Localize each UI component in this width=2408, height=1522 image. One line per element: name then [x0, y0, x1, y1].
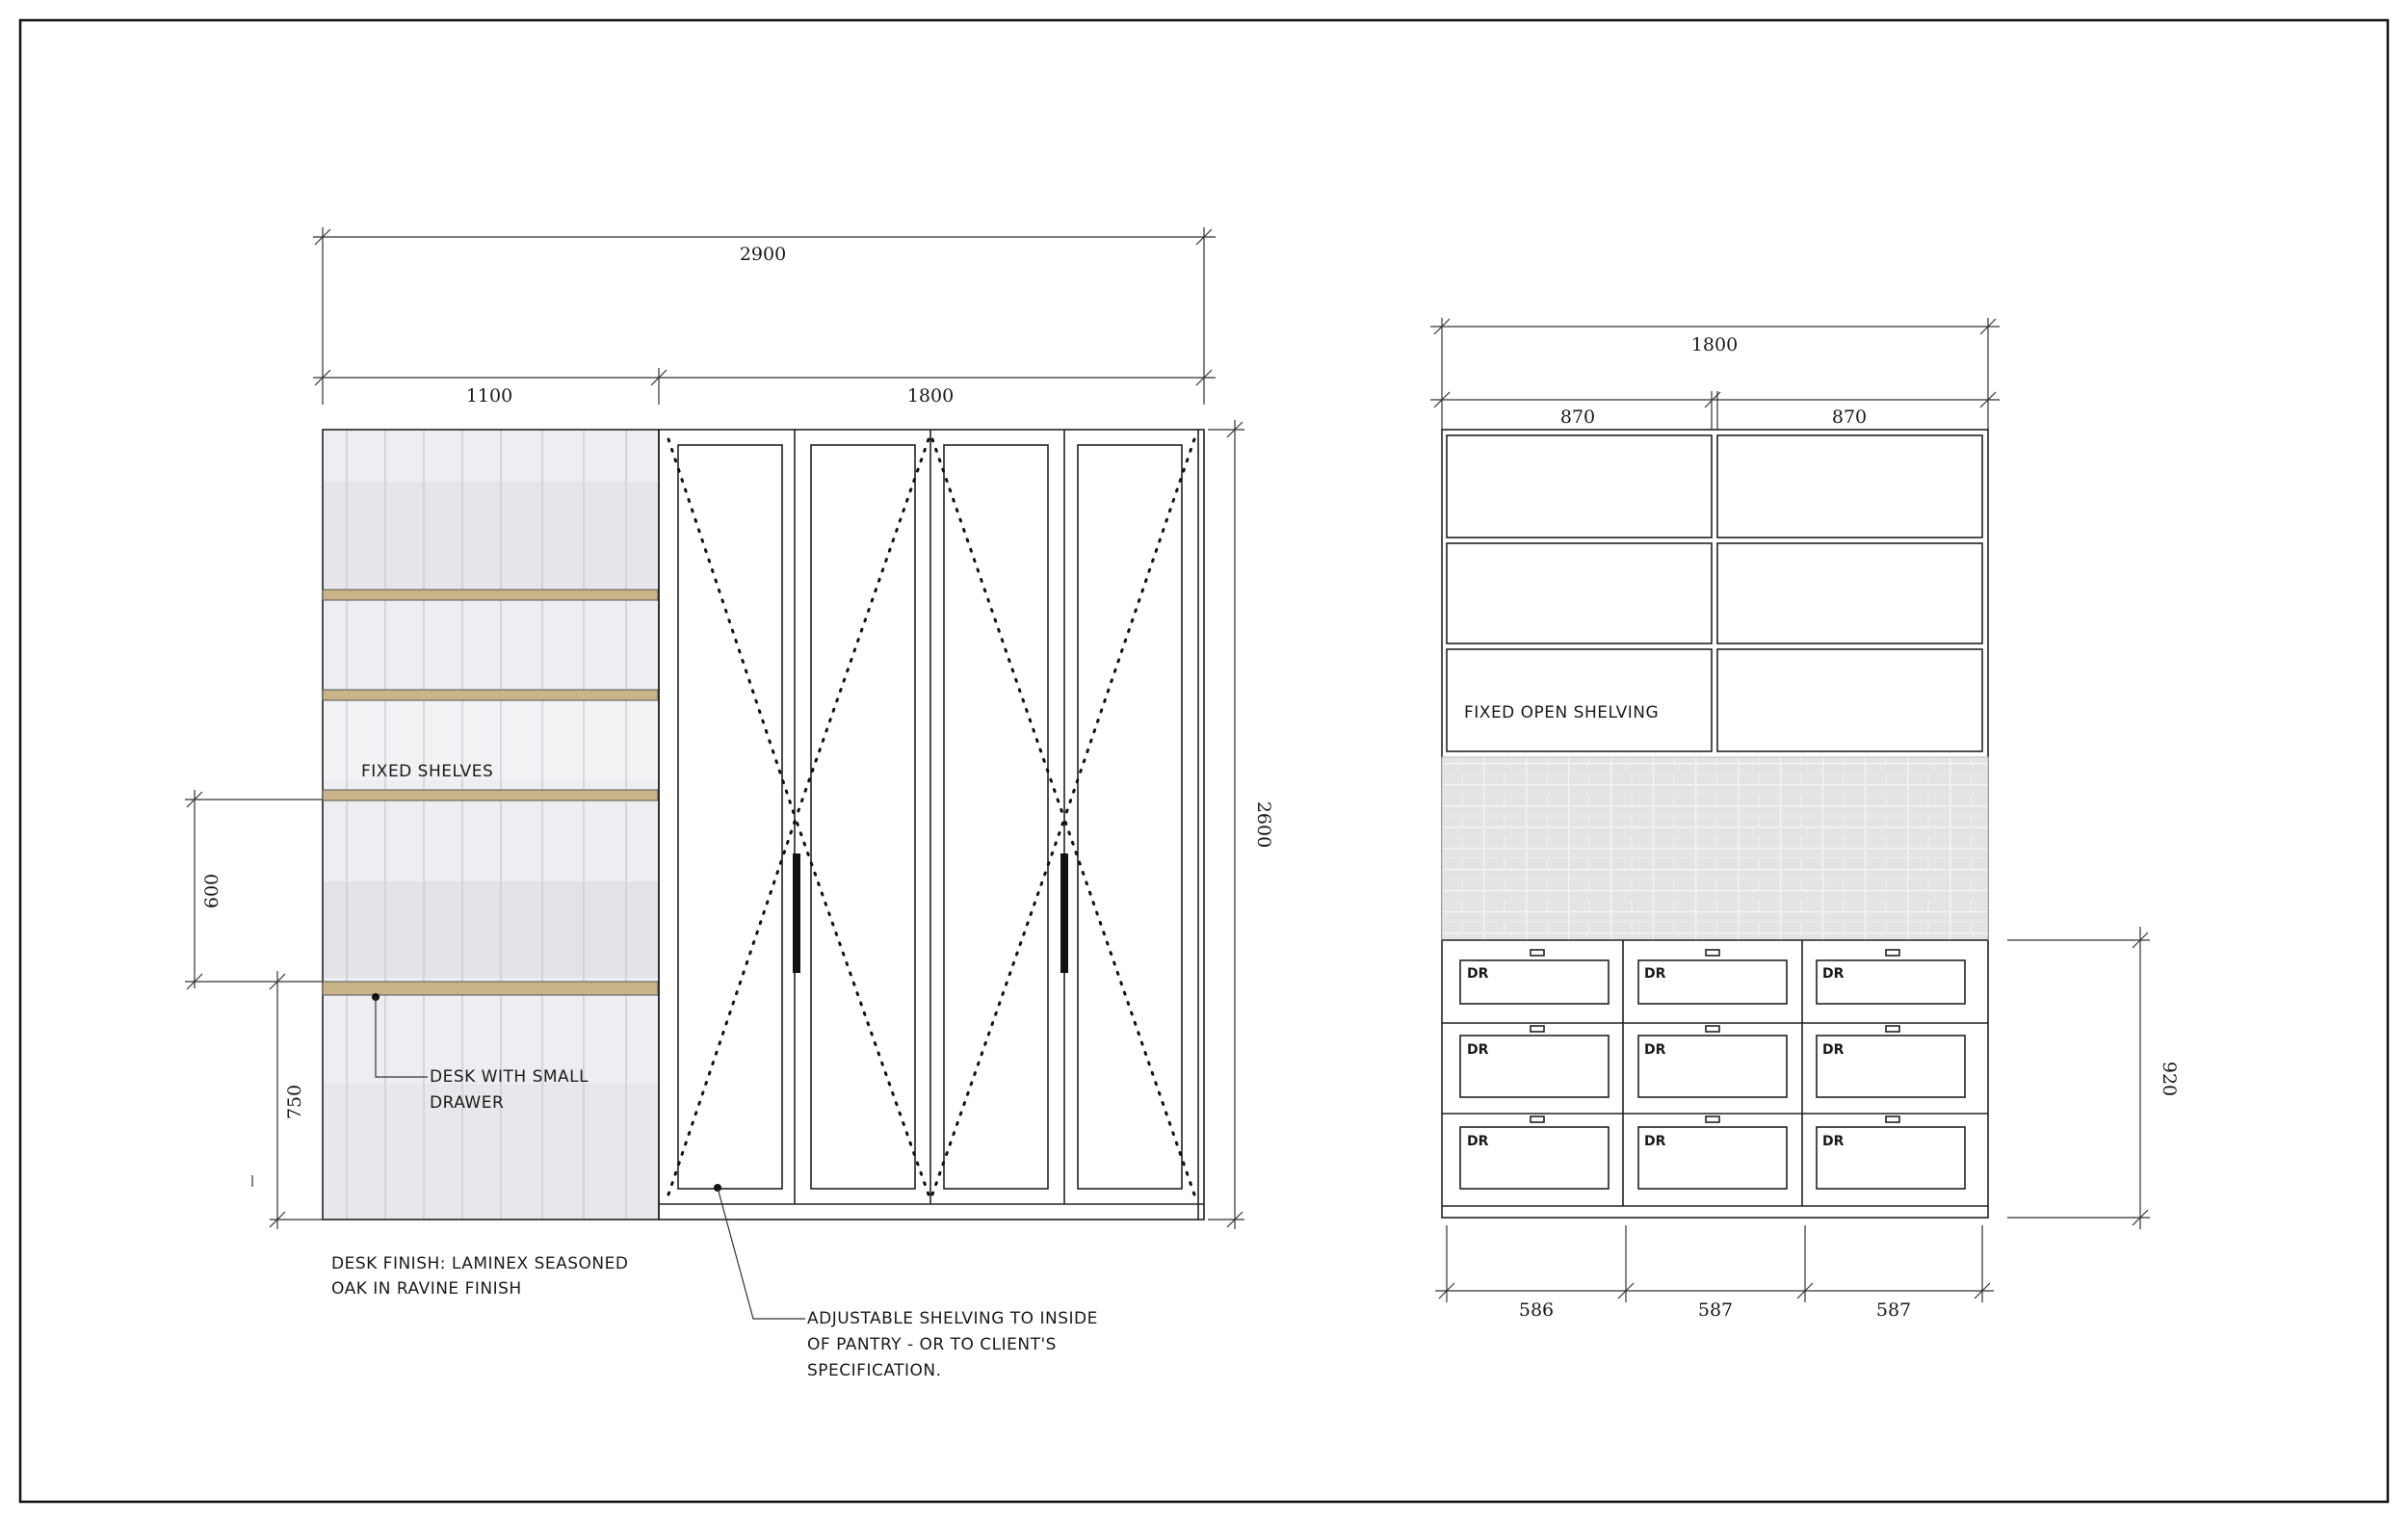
drawer-r3c2: [1638, 1116, 1787, 1189]
tile-splashback: [1442, 757, 1988, 940]
note-desk-finish-line1: DESK FINISH: LAMINEX SEASONED: [331, 1254, 629, 1273]
dim-drawer-col2-label: 587: [1697, 1299, 1734, 1321]
base-drawers: [1442, 940, 1988, 1206]
drawer-label: DR: [1644, 1134, 1666, 1149]
drawer-label: DR: [1467, 966, 1489, 982]
shelf-3: [323, 790, 658, 800]
pantry-door-1: [678, 445, 782, 1189]
shelf-2: [323, 690, 658, 700]
drawer-r1c1: [1460, 950, 1609, 1004]
dim-overall-width-right: [1430, 318, 2000, 430]
note-pantry-line1: ADJUSTABLE SHELVING TO INSIDE: [807, 1309, 1098, 1328]
drawer-r2c2: [1638, 1026, 1787, 1097]
dim-shelf-spacing-label: 600: [201, 873, 222, 909]
drawer-r2c1: [1460, 1026, 1609, 1097]
right-elevation: [1430, 318, 2180, 1321]
note-pantry-leader: [714, 1184, 1098, 1380]
dim-drawer-col1-label: 586: [1518, 1299, 1555, 1321]
drawer-r1c3: [1817, 950, 1965, 1004]
drawer-label: DR: [1822, 1042, 1845, 1058]
note-open-shelving: FIXED OPEN SHELVING: [1464, 703, 1660, 722]
note-desk-line2: DRAWER: [430, 1093, 505, 1113]
dim-sub-widths-left: [313, 368, 1216, 407]
open-shelving: [1447, 435, 1982, 751]
door-swing-lines: [668, 439, 1194, 1194]
note-pantry-line3: SPECIFICATION.: [807, 1361, 942, 1380]
note-fixed-shelves: FIXED SHELVES: [361, 762, 494, 781]
dim-desk-height-label: 750: [284, 1084, 305, 1120]
dim-upper-left-label: 870: [1559, 407, 1596, 428]
note-desk-finish-line2: OAK IN RAVINE FINISH: [331, 1279, 522, 1299]
drawer-label: DR: [1467, 1134, 1489, 1149]
drawer-label: DR: [1822, 1134, 1845, 1149]
pantry-handle-left: [793, 853, 800, 973]
shelf-1: [323, 590, 658, 600]
dim-drawer-col3-label: 587: [1875, 1299, 1912, 1321]
dim-overall-width-label: 2900: [739, 244, 787, 265]
note-pantry-line2: OF PANTRY - OR TO CLIENT'S: [807, 1335, 1057, 1354]
left-elevation: [185, 227, 1274, 1380]
pantry-door-2: [811, 445, 915, 1189]
dim-overall-height-left: [1208, 420, 1274, 1229]
pantry-door-4: [1078, 445, 1182, 1189]
dim-study-width-label: 1100: [465, 385, 513, 407]
dim-pantry-width-label: 1800: [906, 385, 955, 407]
dim-shelf-spacing: [185, 790, 323, 989]
drawer-r3c1: [1460, 1116, 1609, 1189]
desk-top: [323, 982, 658, 995]
drawer-r3c3: [1817, 1116, 1965, 1189]
dim-upper-right-label: 870: [1831, 407, 1868, 428]
dim-base-height-label: 920: [2159, 1061, 2180, 1097]
dim-drawer-widths: [1435, 1225, 1994, 1321]
drawer-label: DR: [1822, 966, 1845, 982]
dim-base-height: [2007, 927, 2180, 1229]
drawer-r2c3: [1817, 1026, 1965, 1097]
pantry-cabinet: [659, 430, 1204, 1220]
dim-upper-widths: [1430, 391, 2000, 430]
drawer-label: DR: [1467, 1042, 1489, 1058]
pantry-handle-right: [1060, 853, 1068, 973]
drawer-label: DR: [1644, 966, 1666, 982]
note-desk-line1: DESK WITH SMALL: [430, 1067, 589, 1087]
dim-overall-height-label: 2600: [1253, 800, 1274, 849]
drawer-r1c2: [1638, 950, 1787, 1004]
dim-desk-height: [252, 971, 323, 1229]
dim-right-overall-label: 1800: [1690, 334, 1739, 355]
pantry-door-3: [944, 445, 1048, 1189]
drawer-label: DR: [1644, 1042, 1666, 1058]
